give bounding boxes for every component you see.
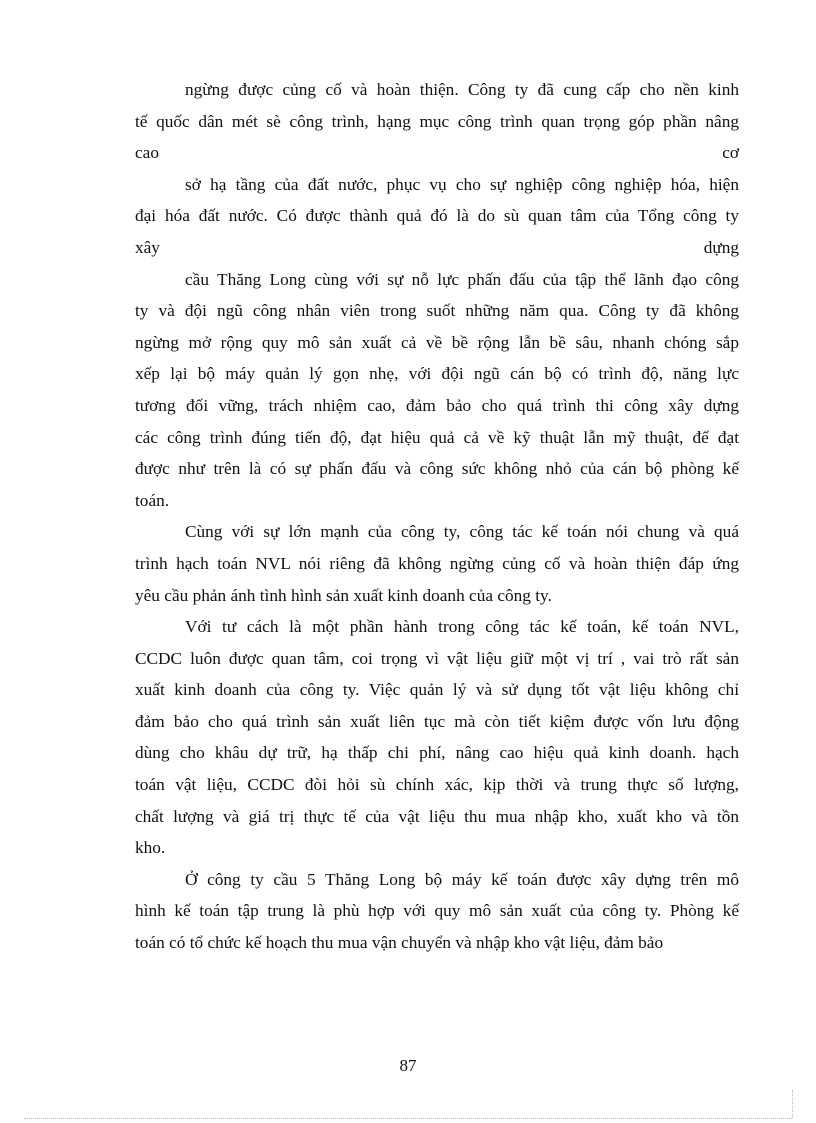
text-line: dùng cho khâu dự trữ, hạ thấp chi phí, nâng cao hiệu quả kinh doanh. hạch (135, 743, 739, 763)
text-line: toán có tổ chức kế hoạch thu mua vận chuyển và nhập kho vật liệu, đảm bảo (135, 933, 664, 953)
line-end-word: cơ (722, 143, 739, 163)
text-line: hình kế toán tập trung là phù hợp với quy mô sản xuất của công ty. Phòng kế (135, 901, 739, 921)
page-border-divider (24, 1118, 792, 1119)
text-line: đại hóa đất nước. Có được thành quả đó là do sù quan tâm của Tổng công ty (135, 206, 739, 226)
text-line: ty và đội ngũ công nhân viên trong suốt những năm qua. Công ty đã không (135, 301, 739, 321)
text-line: tế quốc dân mét sè công trình, hạng mục công trình quan trọng góp phần nâng (135, 111, 739, 131)
text-line: ngừng mở rộng quy mô sản xuất cả về bề rộng lẫn bề sâu, nhanh chóng sắp (135, 332, 739, 352)
text-line: xuất kinh doanh của công ty. Việc quản lý và sử dụng tốt vật liệu không chỉ (135, 680, 739, 700)
line-end-word: dựng (703, 237, 739, 257)
text-line (135, 232, 739, 264)
text-line: yêu cầu phản ánh tình hình sản xuất kinh doanh của công ty. (135, 585, 552, 605)
text-line: sở hạ tầng của đất nước, phục vụ cho sự nghiệp công nghiệp hóa, hiện (185, 174, 739, 194)
text-line: được như trên là có sự phấn đấu và công sức không nhỏ của cán bộ phòng kế (135, 459, 739, 479)
page-border-edge (792, 1090, 793, 1118)
text-line: cầu Thăng Long cùng với sự nỗ lực phấn đấu của tập thể lãnh đạo công (185, 269, 739, 289)
text-line: toán. (135, 490, 170, 510)
text-line: Ở công ty cầu 5 Thăng Long bộ máy kế toán được xây dựng trên mô (185, 869, 739, 889)
text-line: tương đối vững, trách nhiệm cao, đảm bảo cho quá trình thi công xây dựng (135, 395, 739, 415)
line-start-word: cao (135, 143, 159, 163)
text-line: đảm bảo cho quá trình sản xuất liên tục mà còn tiết kiệm được vốn lưu động (135, 711, 739, 731)
text-line: Cùng với sự lớn mạnh của công ty, công tác kế toán nói chung và quá (185, 522, 739, 542)
text-line: xếp lại bộ máy quản lý gọn nhẹ, với đội ngũ cán bộ có trình độ, năng lực (135, 364, 739, 384)
body-text (135, 74, 739, 959)
text-line: trình hạch toán NVL nói riêng đã không ngừng củng cố và hoàn thiện đáp ứng (135, 553, 739, 573)
text-line: ngừng được củng cố và hoàn thiện. Công ty đã cung cấp cho nền kinh (185, 80, 739, 99)
text-line (135, 137, 739, 169)
text-line: chất lượng và giá trị thực tế của vật liệu thu mua nhập kho, xuất kho và tồn (135, 806, 739, 826)
line-start-word: xây (135, 237, 160, 257)
page-number: 87 (399, 1056, 417, 1075)
text-line: toán vật liệu, CCDC đòi hỏi sù chính xác, kịp thời và trung thực số lượng, (135, 775, 739, 795)
text-line: các công trình đúng tiến độ, đạt hiệu quả cả về kỹ thuật lẫn mỹ thuật, để đạt (135, 427, 739, 447)
text-line: kho. (135, 838, 166, 858)
text-line: CCDC luôn được quan tâm, coi trọng vì vật liệu giữ một vị trí , vai trò rất sản (135, 648, 739, 668)
text-line: Với tư cách là một phần hành trong công tác kế toán, kế toán NVL, (185, 617, 739, 637)
